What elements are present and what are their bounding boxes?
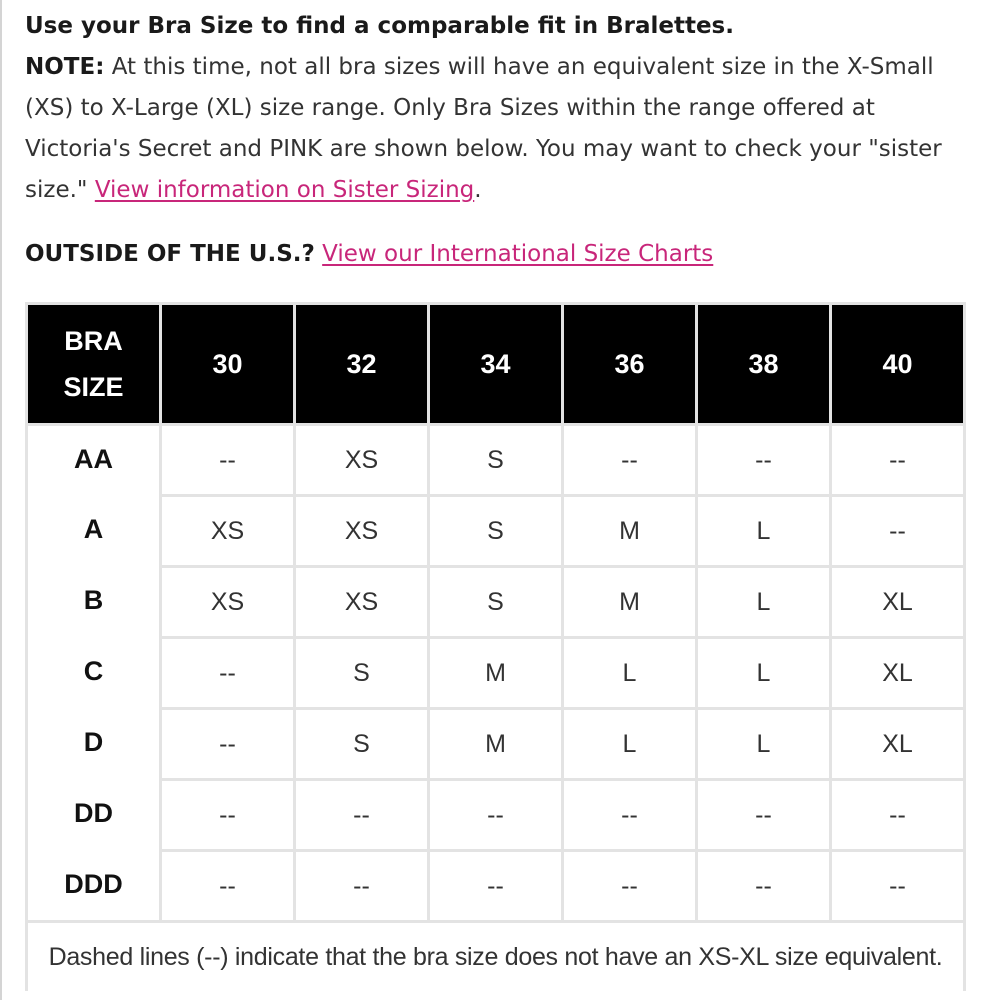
- size-cell: S: [429, 567, 563, 638]
- size-cell: L: [697, 496, 831, 567]
- band-size-header: 36: [563, 304, 697, 425]
- size-cell: --: [831, 851, 965, 922]
- band-size-header: 38: [697, 304, 831, 425]
- size-cell: L: [563, 709, 697, 780]
- size-cell: --: [161, 425, 295, 496]
- cup-size-label: A: [27, 496, 161, 567]
- size-cell: XL: [831, 638, 965, 709]
- size-cell: M: [429, 638, 563, 709]
- table-row: [27, 709, 965, 780]
- outside-us-label: OUTSIDE OF THE U.S.?: [25, 241, 315, 267]
- cup-size-label: C: [27, 638, 161, 709]
- table-row: [27, 425, 965, 496]
- size-cell: XS: [295, 567, 429, 638]
- size-cell: XL: [831, 709, 965, 780]
- size-cell: --: [161, 851, 295, 922]
- size-cell: S: [295, 709, 429, 780]
- footnote-row: [27, 922, 965, 992]
- intro-section: [25, 6, 975, 211]
- table-row: [27, 851, 965, 922]
- cup-size-label: DDD: [27, 851, 161, 922]
- international-section: [25, 234, 713, 275]
- band-size-header: 30: [161, 304, 295, 425]
- cup-size-label: D: [27, 709, 161, 780]
- table-row: [27, 567, 965, 638]
- cup-size-label: AA: [27, 425, 161, 496]
- band-size-header: 34: [429, 304, 563, 425]
- size-cell: --: [161, 638, 295, 709]
- size-cell: XS: [161, 496, 295, 567]
- table-row: [27, 638, 965, 709]
- bra-size-header-line2: SIZE: [63, 372, 124, 402]
- note-text: At this time, not all bra sizes will have an equivalent size in the X-Small (XS) to X-Large (XL) size range. Only Bra Sizes within the range offered at Victoria's Secret and PINK are shown below. You may want to check your "sister size.": [25, 54, 942, 203]
- page-heading: Use your Bra Size to find a comparable fit in Bralettes.: [25, 13, 734, 39]
- size-cell: --: [697, 425, 831, 496]
- size-cell: XS: [295, 496, 429, 567]
- bra-size-header: [27, 304, 161, 425]
- band-size-header: 40: [831, 304, 965, 425]
- cup-size-label: B: [27, 567, 161, 638]
- note-paragraph: [25, 47, 975, 211]
- bra-size-table: [25, 302, 966, 991]
- size-cell: S: [429, 425, 563, 496]
- size-cell: --: [831, 425, 965, 496]
- size-cell: XS: [161, 567, 295, 638]
- size-cell: --: [429, 780, 563, 851]
- size-cell: --: [295, 780, 429, 851]
- size-cell: --: [563, 425, 697, 496]
- size-cell: --: [429, 851, 563, 922]
- size-cell: --: [563, 780, 697, 851]
- table-footnote: Dashed lines (--) indicate that the bra size does not have an XS-XL size equivalent.: [27, 922, 965, 992]
- size-cell: L: [563, 638, 697, 709]
- table-row: [27, 496, 965, 567]
- size-cell: --: [295, 851, 429, 922]
- table-row: [27, 780, 965, 851]
- size-cell: --: [831, 496, 965, 567]
- size-cell: --: [831, 780, 965, 851]
- international-size-charts-link[interactable]: View our International Size Charts: [322, 241, 714, 267]
- sister-sizing-link[interactable]: View information on Sister Sizing: [94, 177, 475, 203]
- size-cell: --: [161, 780, 295, 851]
- sister-sizing-suffix: .: [474, 177, 482, 203]
- size-cell: M: [563, 496, 697, 567]
- size-cell: S: [295, 638, 429, 709]
- bra-size-header-line1: BRA: [64, 326, 123, 356]
- size-cell: L: [697, 567, 831, 638]
- size-cell: M: [563, 567, 697, 638]
- size-cell: L: [697, 638, 831, 709]
- size-cell: XS: [295, 425, 429, 496]
- size-cell: --: [697, 851, 831, 922]
- size-cell: --: [697, 780, 831, 851]
- page-left-border: [0, 0, 2, 1000]
- size-cell: S: [429, 496, 563, 567]
- cup-size-label: DD: [27, 780, 161, 851]
- table-header-row: [27, 304, 965, 425]
- size-cell: --: [161, 709, 295, 780]
- size-cell: XL: [831, 567, 965, 638]
- size-cell: M: [429, 709, 563, 780]
- note-label: NOTE:: [25, 54, 105, 80]
- band-size-header: 32: [295, 304, 429, 425]
- size-cell: --: [563, 851, 697, 922]
- size-cell: L: [697, 709, 831, 780]
